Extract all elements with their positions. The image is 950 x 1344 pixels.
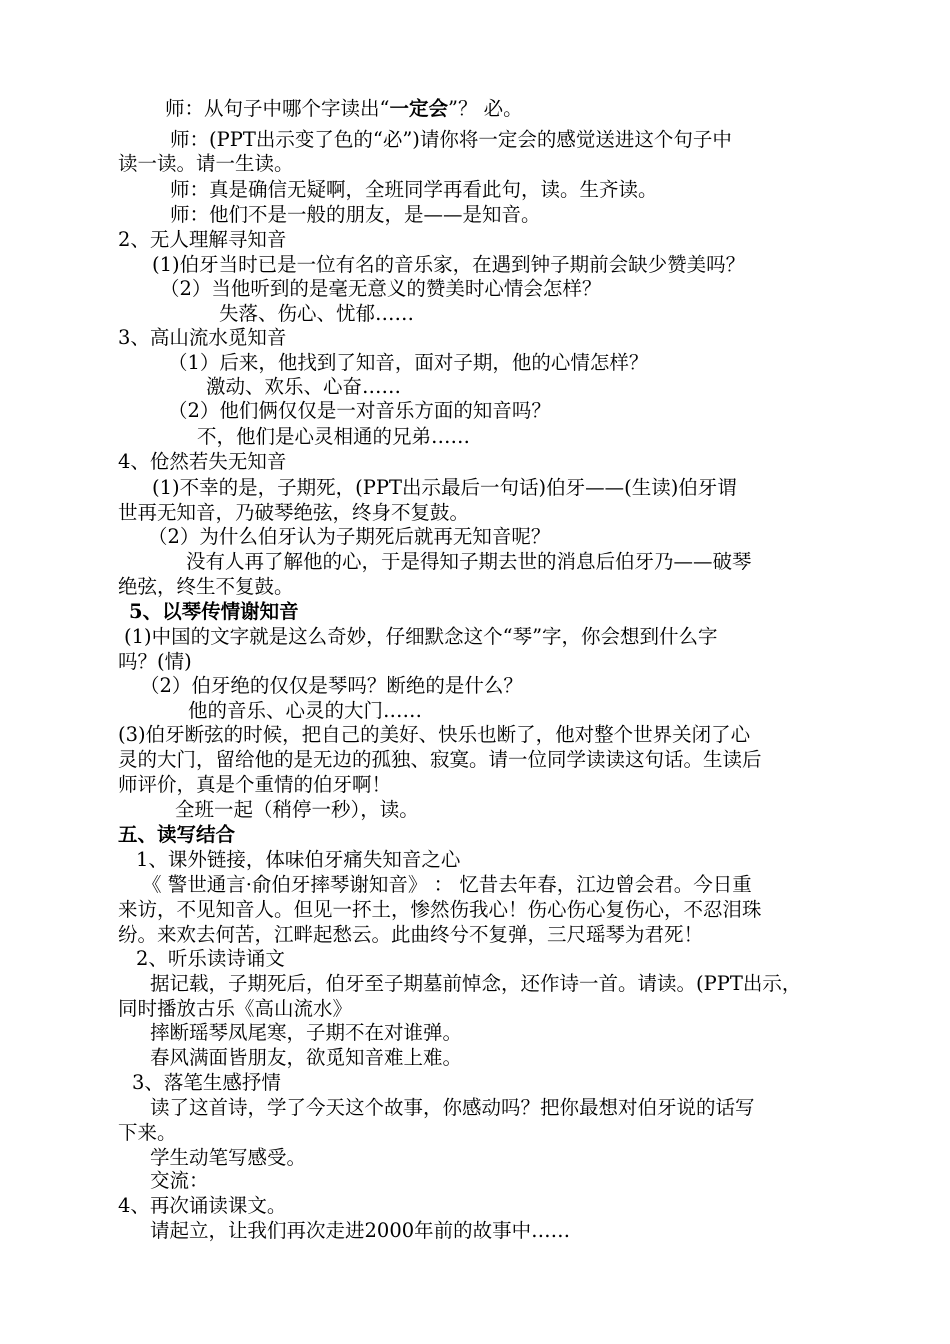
text-line: (1)不幸的是，子期死，(PPT出示最后一句话)伯牙——(生读)伯牙谓 [152,476,737,499]
text-line: 灵的大门，留给他的是无边的孤独、寂寞。请一位同学读读这句话。生读后 [118,748,762,771]
text-line: （1）后来，他找到了知音，面对子期，他的心情怎样？ [168,351,649,374]
text-line: 不，他们是心灵相通的兄弟…… [197,425,471,448]
subsection-heading: 4、再次诵读课文。 [118,1194,287,1217]
text-line: 激动、欢乐、心奋…… [206,375,402,398]
emphasis-text: 一定会 [389,97,448,120]
text-line: （2）伯牙绝的仅仅是琴吗？断绝的是什么？ [140,674,523,697]
subsection-heading: 2、听乐读诗诵文 [136,947,285,970]
text-line: 学生动笔写感受。 [150,1146,307,1169]
text-line: （2）他们俩仅仅是一对音乐方面的知音吗？ [168,399,551,422]
text-line: 据记载，子期死后，伯牙至子期墓前悼念，还作诗一首。请读。(PPT出示， [150,972,802,995]
text-line: 师：他们不是一般的朋友，是——是知音。 [170,203,541,226]
text-line: 纷。来欢去何苦，江畔起愁云。此曲终兮不复弹，三尺瑶琴为君死！ [118,923,704,946]
text-line: （2）为什么伯牙认为子期死后就再无知音呢？ [148,525,551,548]
text-line: 师：(PPT出示变了色的“必”)请你将一定会的感觉送进这个句子中 [170,128,732,151]
text-line: 世再无知音，乃破琴绝弦，终身不复鼓。 [118,501,470,524]
section-heading: 2、无人理解寻知音 [118,228,287,251]
text-line: 《 警世通言·俞伯牙摔琴谢知音》 ： 忆昔去年春，江边曾会君。今日重 [142,873,752,896]
section-heading: 4、伧然若失无知音 [118,450,287,473]
text-line: (1)伯牙当时已是一位有名的音乐家，在遇到钟子期前会缺少赞美吗？ [152,253,746,276]
poem-line: 摔断瑶琴凤尾寒，子期不在对谁弹。 [150,1021,463,1044]
text-line: (1)中国的文字就是这么奇妙，仔细默念这个“琴”字，你会想到什么字 [124,625,718,648]
section-heading: 3、高山流水觅知音 [118,326,287,349]
text-line [165,96,523,122]
text-line: 他的音乐、心灵的大门…… [188,699,423,722]
section-heading: 5、以琴传情谢知音 [129,600,299,623]
text-line: 同时播放古乐《高山流水》 [118,997,353,1020]
text-line: 没有人再了解他的心，于是得知子期去世的消息后伯牙乃——破琴 [186,550,752,573]
text-line: 绝弦，终生不复鼓。 [118,575,294,598]
text-line: 失落、伤心、忧郁…… [219,302,415,325]
subsection-heading: 3、落笔生感抒情 [132,1071,281,1094]
text-line: 全班一起（稍停一秒），读。 [175,798,419,821]
subsection-heading: 1、课外链接，体味伯牙痛失知音之心 [136,848,461,871]
text-line: (3)伯牙断弦的时候，把自己的美好、快乐也断了，他对整个世界关闭了心 [118,723,751,746]
text-line: 读一读。请一生读。 [118,152,294,175]
text-line: 吗？(情) [118,650,192,673]
text-run: 师：从句子中哪个字读出“ [165,97,390,120]
text-line: 师评价，真是个重情的伯牙啊！ [118,773,392,796]
text-line: 读了这首诗，学了今天这个故事，你感动吗？把你最想对伯牙说的话写 [150,1096,755,1119]
text-run: ”？ 必。 [448,97,523,120]
text-line: （2）当他听到的是毫无意义的赞美时心情会怎样？ [160,277,602,300]
text-line: 来访，不见知音人。但见一抔土，惨然伤我心！伤心伤心复伤心，不忍泪珠 [118,898,762,921]
poem-line: 春风满面皆朋友，欲觅知音难上难。 [150,1046,463,1069]
text-line: 交流： [150,1169,209,1192]
text-line: 师：真是确信无疑啊，全班同学再看此句，读。生齐读。 [170,178,658,201]
text-line: 下来。 [118,1121,177,1144]
text-line: 请起立，让我们再次走进2000年前的故事中…… [150,1219,571,1242]
section-heading: 五、读写结合 [118,823,236,846]
